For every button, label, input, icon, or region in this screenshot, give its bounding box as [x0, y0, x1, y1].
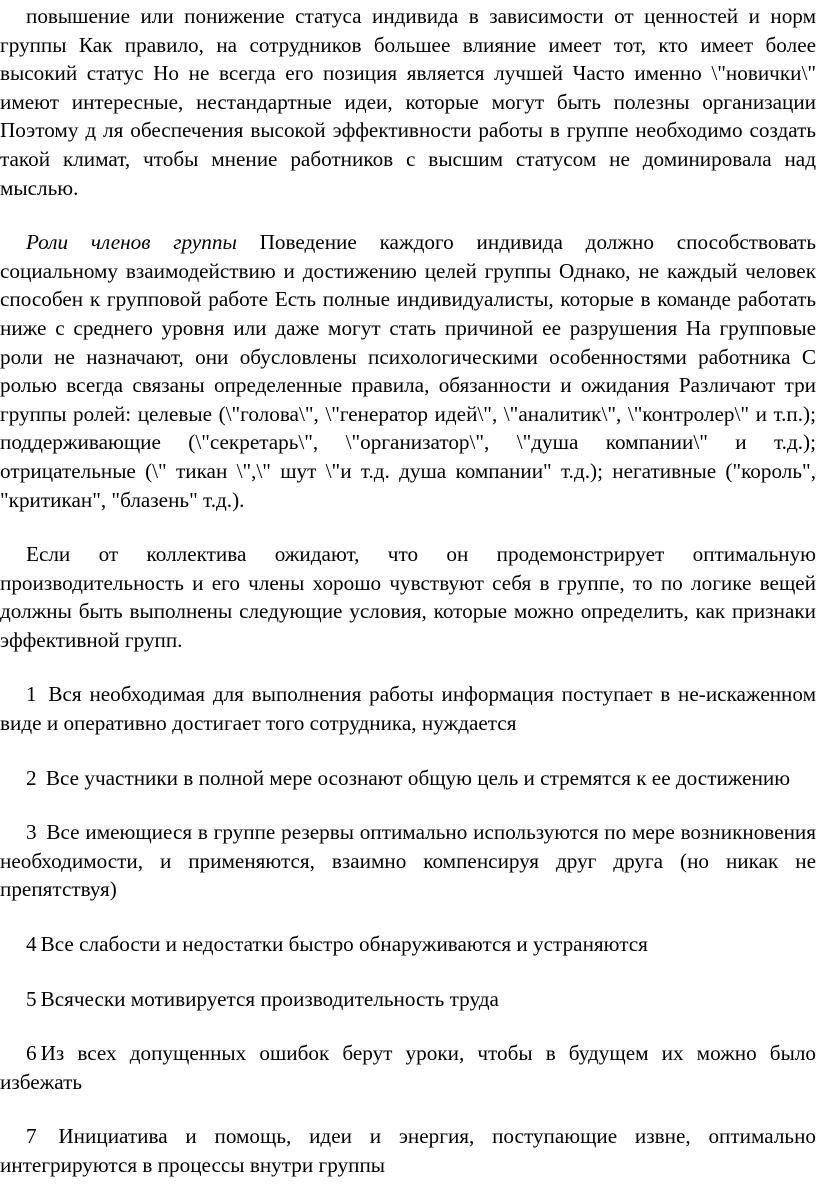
- condition-item-6: [0, 1039, 816, 1096]
- condition-number: 4: [26, 932, 37, 957]
- paragraph-group-roles: [0, 228, 816, 514]
- condition-number: 7: [26, 1124, 37, 1149]
- condition-number: 3: [26, 820, 37, 845]
- condition-number: 6: [26, 1041, 37, 1066]
- group-roles-heading: Роли членов группы: [26, 230, 237, 255]
- condition-item-3: [0, 818, 816, 904]
- condition-item-7: [0, 1122, 816, 1179]
- condition-number: 2: [26, 765, 37, 790]
- paragraph-status: повышение или понижение статуса индивида в зависимости от ценностей и норм группы Как правило, на сотрудников большее влияние имеет тот, кто имеет более высокий статус Но не всегда его позиция является лучшей Часто именно \"новички\" имеют интересные, нестандартные идеи, которые могут быть полезны организации Поэтому д ля обеспечения высокой эффективности работы в группе необходимо создать такой климат, чтобы мнение работников с высшим статусом не доминировала над мыслью.: [0, 4, 816, 200]
- condition-item-1: [0, 680, 816, 737]
- condition-number: 1: [26, 682, 37, 707]
- condition-text: Из всех допущенных ошибок берут уроки, чтобы в будущем их можно было избежать: [0, 1041, 816, 1094]
- condition-number: 5: [26, 986, 37, 1011]
- paragraph-effective-group: Если от коллектива ожидают, что он продемонстрирует оптимальную производительность и его члены хорошо чувствуют себя в группе, то по логике вещей должны быть выполнены следующие условия, которые можно определить, как признаки эффективной групп.: [0, 542, 816, 652]
- condition-text: Все участники в полной мере осознают общую цель и стремятся к ее достижению: [45, 765, 791, 790]
- condition-text: Все слабости и недостатки быстро обнаруживаются и устраняются: [40, 932, 648, 957]
- condition-text: Инициатива и помощь, идеи и энергия, поступающие извне, оптимально интегрируются в процессы внутри группы: [0, 1124, 816, 1177]
- condition-text: Всячески мотивируется производительность труда: [40, 986, 499, 1011]
- condition-text: Все имеющиеся в группе резервы оптимально используются по мере возникновения необходимости, и применяются, взаимно компенсируя друг друга (но никак не препятствуя): [0, 820, 816, 902]
- condition-item-2: [0, 764, 816, 793]
- document-page: [0, 2, 816, 1180]
- condition-text: Вся необходимая для выполнения работы информация поступает в не-искаженном виде и оперативно достигает того сотрудника, нуждается: [0, 682, 816, 736]
- condition-item-4: [0, 930, 816, 959]
- condition-item-5: [0, 985, 816, 1014]
- group-roles-text: Поведение каждого индивида должно способствовать социальному взаимодействию и достижению целей группы Однако, не каждый человек способен к групповой работе Есть полные индивидуалисты, которые в команде работать ниже с среднего уровня или даже могут стать причиной ее разрушения На групповые роли не назначают, они обусловлены психологическими особенностями работника С ролью всегда связаны определенные правила, обязанности и ожидания Различают три группы ролей: целевые (\"голова\", \"генератор идей\", \"аналитик\", \"контролер\" и т.п.); поддерживающие (\"секретарь\", \"организатор\", \"душа компании\" и т.д.); отрицательные (\" тикан \",\" шут \"и т.д. душа компании" т.д.); негативные ("король", "критикан", "блазень" т.д.).: [0, 230, 816, 512]
